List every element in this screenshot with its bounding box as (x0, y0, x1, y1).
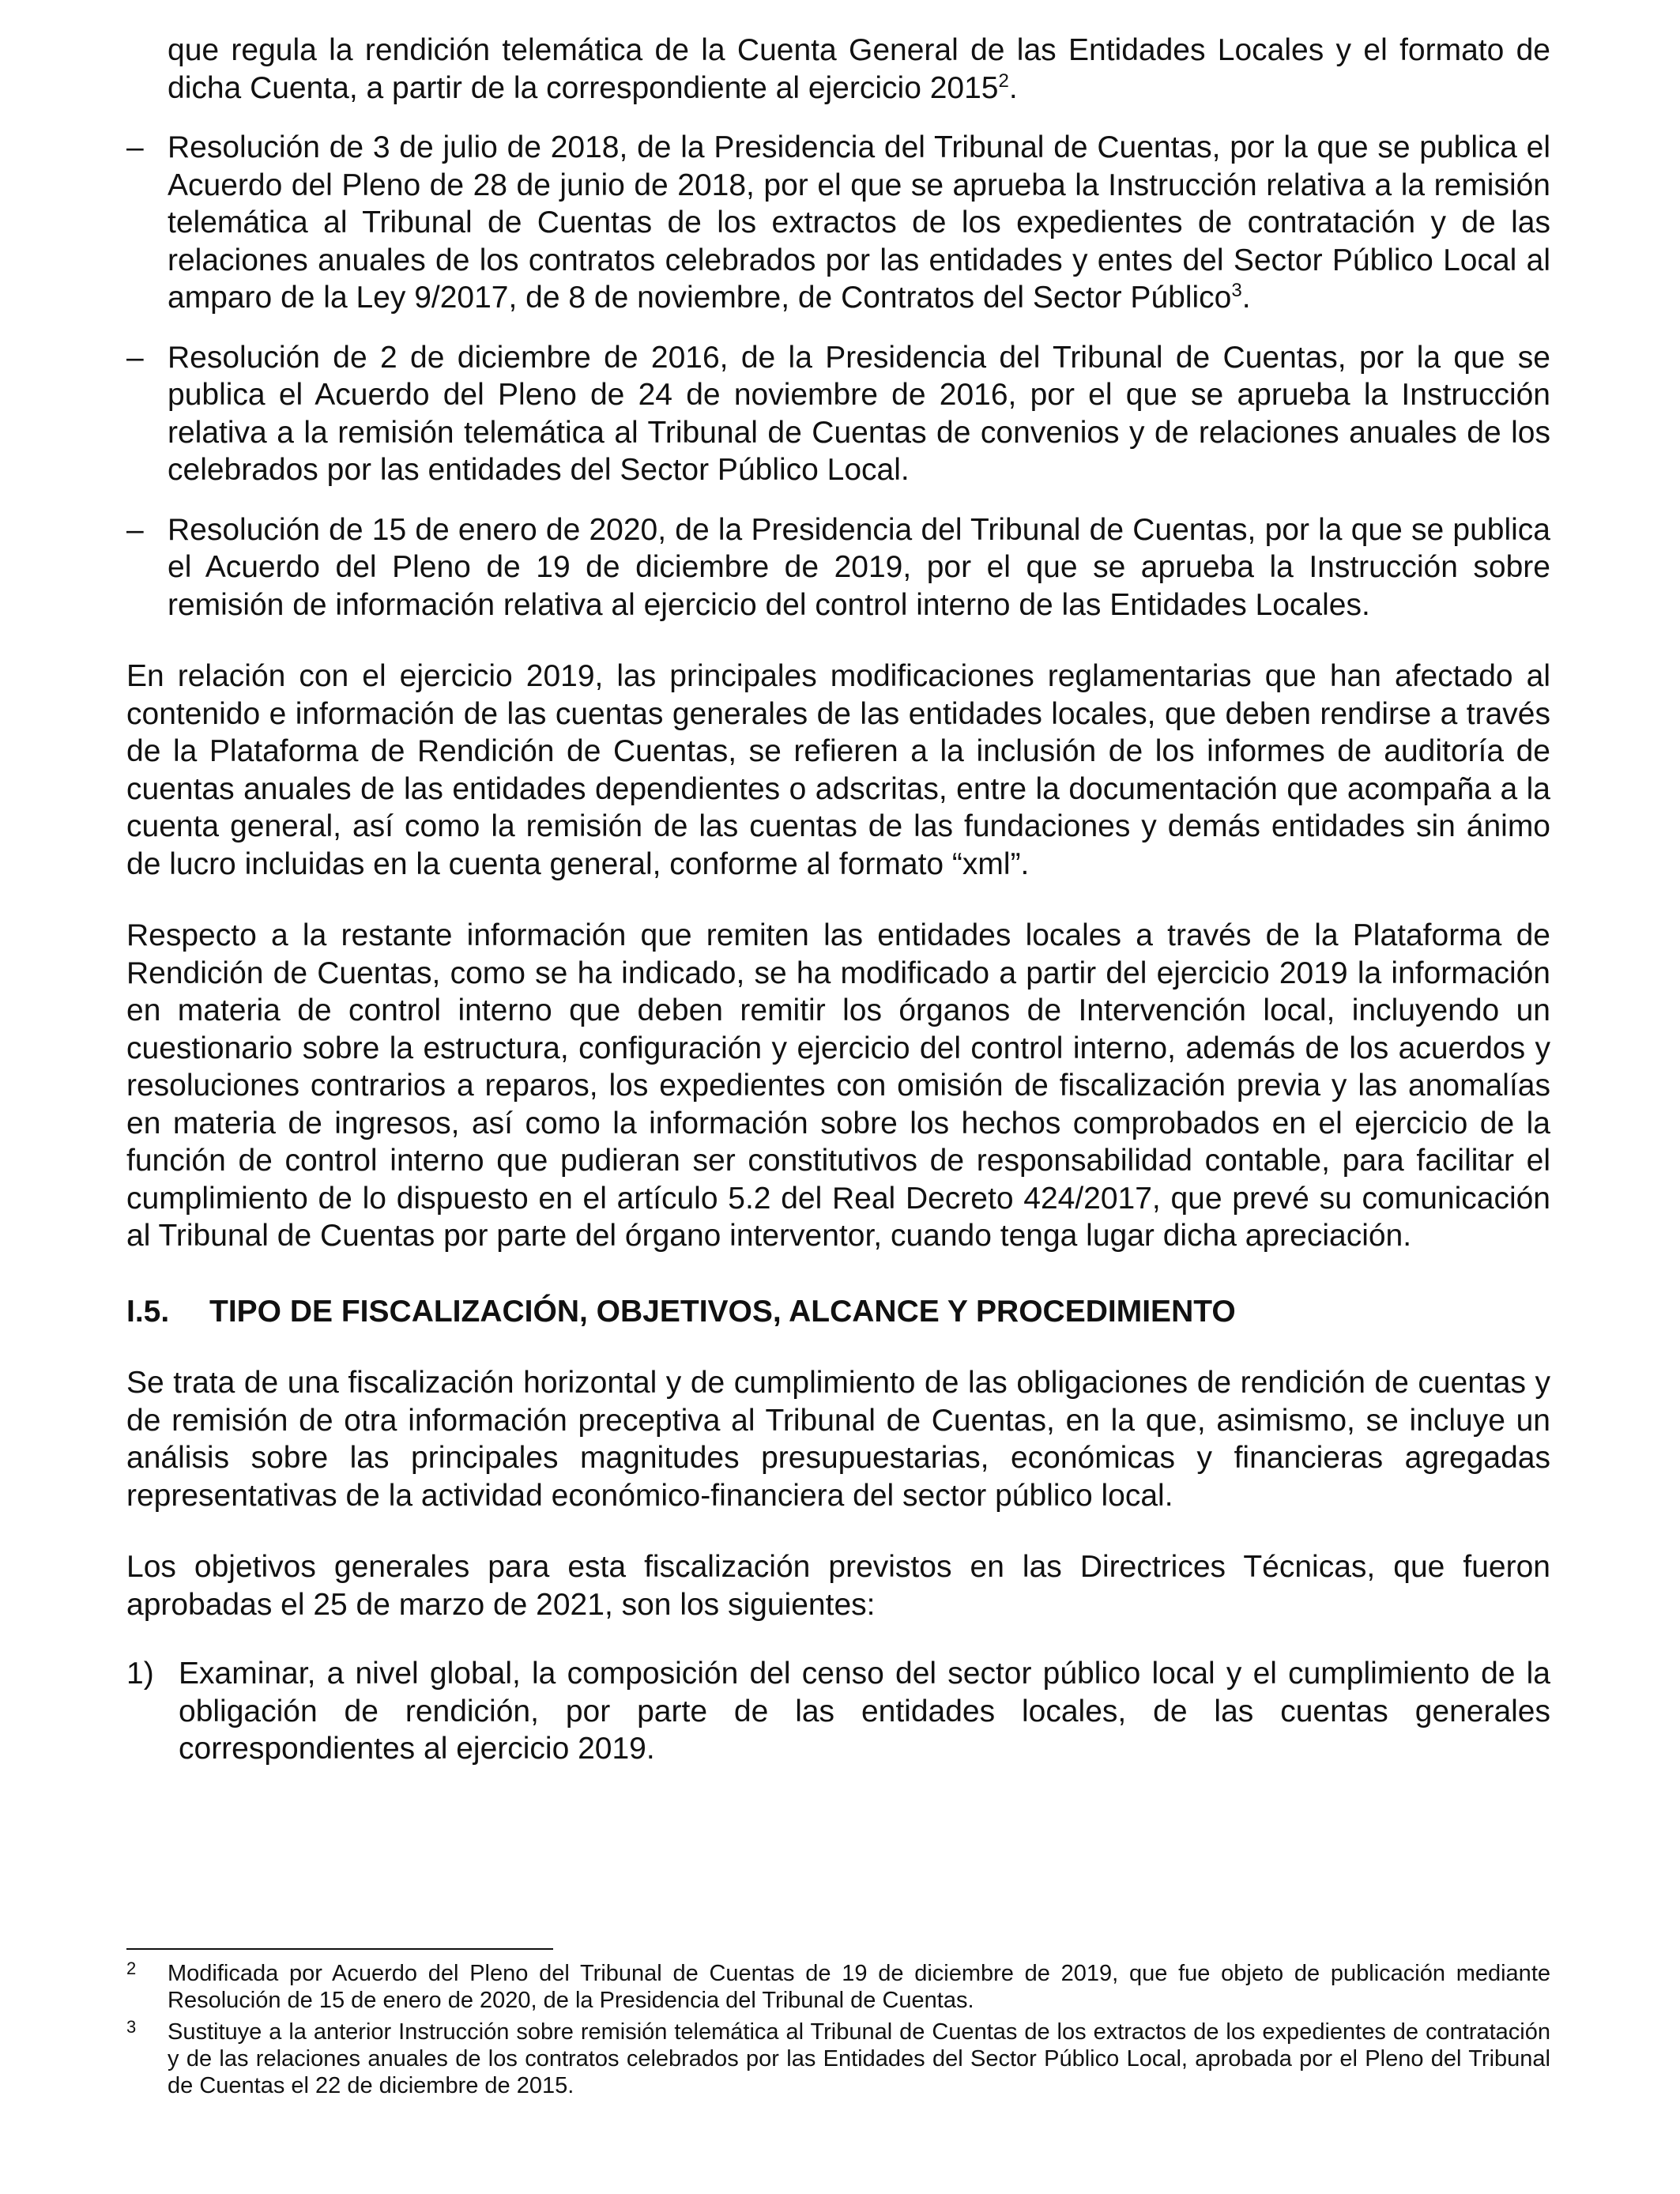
footnote-2 (126, 1960, 1550, 2014)
dash-bullet: – (126, 130, 144, 164)
section-number: I.5. (126, 1294, 170, 1329)
footnote-ref-2[interactable]: 2 (998, 70, 1009, 92)
dash-bullet: – (126, 512, 144, 547)
section-heading (126, 1293, 1550, 1331)
footnote-text: Modificada por Acuerdo del Pleno del Tribunal de Cuentas de 19 de diciembre de 2019, que fue objeto de publicación mediante Resolución de 15 de enero de 2020, de la Presidencia del Tribunal de Cuentas. (168, 1961, 1550, 2013)
footnote-number: 3 (126, 2017, 137, 2037)
item-number: 1) (126, 1657, 154, 1691)
footnote-divider (126, 1948, 553, 1950)
document-page (126, 32, 1550, 1768)
list-item-resolution-2018: – Resolución de 3 de julio de 2018, de la Presidencia del Tribunal de Cuentas, por la que se publica el Acuerdo del Pleno de 28 de junio de 2018, por el que se aprueba la Instrucción relativa a la remisión telemática al Tribunal de Cuentas de los extractos de los expedientes de contratación y de las relaciones anuales de los contratos celebrados por las entidades y entes del Sector Público Local al amparo de la Ley 9/2017, de 8 de noviembre, de Contratos del Sector Público$^3$. (126, 130, 1550, 315)
continuation-text: que regula la rendición telemática de la Cuenta General de las Entidades Locales y el formato de dicha Cuenta, a partir de la correspondiente al ejercicio 2015$^2$. (168, 33, 1550, 105)
paragraph-control-interno: Respecto a la restante información que remiten las entidades locales a través de la Plataforma de Rendición de Cuentas, como se ha indicado, se ha modificado a partir del ejercicio 2019 la información en materia de control interno que deben remitir los órganos de Intervención local, incluyendo un cuestionario sobre la estructura, configuración y ejercicio del control interno, además de los acuerdos y resoluciones contrarios a reparos, los expedientes con omisión de fiscalización previa y las anomalías en materia de ingresos, así como la información sobre los hechos comprobados en el ejercicio de la función de control interno que pudieran ser constitutivos de responsabilidad contable, para facilitar el cumplimiento de lo dispuesto en el artículo 5.2 del Real Decreto 424/2017, que prevé su comunicación al Tribunal de Cuentas por parte del órgano interventor, cuando tenga lugar dicha apreciación. (126, 918, 1550, 1253)
numbered-item-1: 1) Examinar, a nivel global, la composición del censo del sector público local y el cumplimiento de la obligación de rendición, por parte de las entidades locales, de las cuentas generales correspondientes al ejercicio 2019. (126, 1657, 1550, 1766)
paragraph-modificaciones: En relación con el ejercicio 2019, las principales modificaciones reglamentarias que han afectado al contenido e información de las cuentas generales de las entidades locales, que deben rendirse a través de la Plataforma de Rendición de Cuentas, se refieren a la inclusión de los informes de auditoría de cuentas anuales de las entidades dependientes o adscritas, entre la documentación que acompaña a la cuenta general, así como la remisión de las cuentas de las fundaciones y demás entidades sin ánimo de lucro incluidas en la cuenta general, conforme al formato “xml”. (126, 659, 1550, 881)
footnotes (126, 1948, 1550, 2104)
paragraph-objetivos: Los objetivos generales para esta fiscalización previstos en las Directrices Técnicas, que fueron aprobadas el 25 de marzo de 2021, son los siguientes: (126, 1550, 1550, 1622)
footnote-number: 2 (126, 1958, 137, 1978)
section-title: TIPO DE FISCALIZACIÓN, OBJETIVOS, ALCANCE Y PROCEDIMIENTO (209, 1294, 1236, 1329)
list-item-resolution-2020: – Resolución de 15 de enero de 2020, de la Presidencia del Tribunal de Cuentas, por la que se publica el Acuerdo del Pleno de 19 de diciembre de 2019, por el que se aprueba la Instrucción sobre remisión de información relativa al ejercicio del control interno de las Entidades Locales. (126, 512, 1550, 622)
list-item-resolution-2016: – Resolución de 2 de diciembre de 2016, de la Presidencia del Tribunal de Cuentas, por la que se publica el Acuerdo del Pleno de 24 de noviembre de 2016, por el que se aprueba la Instrucción relativa a la remisión telemática al Tribunal de Cuentas de convenios y de relaciones anuales de los celebrados por las entidades del Sector Público Local. (126, 340, 1550, 487)
paragraph-tipo-fiscalizacion: Se trata de una fiscalización horizontal y de cumplimiento de las obligaciones de rendición de cuentas y de remisión de otra información preceptiva al Tribunal de Cuentas, en la que, asimismo, se incluye un análisis sobre las principales magnitudes presupuestarias, económicas y financieras agregadas representativas de la actividad económico-financiera del sector público local. (126, 1366, 1550, 1513)
footnote-ref-3[interactable]: 3 (1231, 280, 1242, 301)
dash-bullet: – (126, 340, 144, 375)
footnote-text: Sustituye a la anterior Instrucción sobre remisión telemática al Tribunal de Cuentas de los extractos de los expedientes de contratación y de las relaciones anuales de los contratos celebrados por las Entidades del Sector Público Local, aprobada por el Pleno del Tribunal de Cuentas el 22 de diciembre de 2015. (168, 2019, 1550, 2098)
footnote-3 (126, 2019, 1550, 2099)
